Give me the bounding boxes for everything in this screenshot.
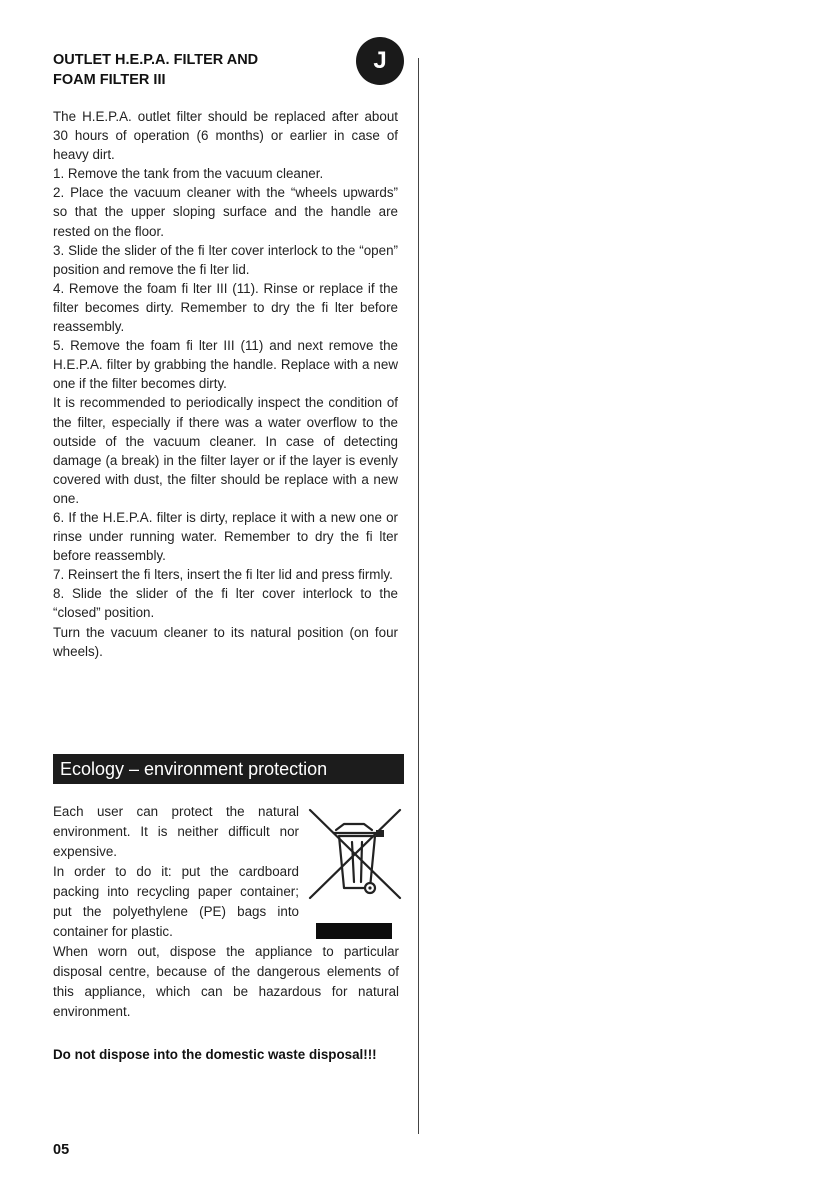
step-5: 5. Remove the foam fi lter III (11) and next remove the H.E.P.A. filter by grabbing the handle. Replace with a new one if the filter becomes dirty. [53,338,398,392]
section-title-line-2: FOAM FILTER III [53,72,166,88]
final-paragraph: Turn the vacuum cleaner to its natural position (on four wheels). [53,624,398,659]
ecology-paragraph-2: In order to do it: put the cardboard packing into recycling paper container; put the polyethylene (PE) bags into container for plastic. [53,864,299,939]
disposal-warning: Do not dispose into the domestic waste disposal!!! [53,1047,377,1062]
step-8: 8. Slide the slider of the fi lter cover interlock to the “closed” position. [53,586,398,621]
intro-paragraph: The H.E.P.A. outlet filter should be replaced after about 30 hours of operation (6 months) or earlier in case of heavy dirt. [53,109,398,163]
column-divider [418,58,419,1134]
page-number: 05 [53,1142,70,1158]
ecology-heading: Ecology – environment protection [53,754,404,784]
section-title-line-1: OUTLET H.E.P.A. FILTER AND [53,52,259,68]
step-1: 1. Remove the tank from the vacuum cleaner. [53,166,324,182]
crossed-out-wheelie-bin-icon [306,806,404,902]
step-2: 2. Place the vacuum cleaner with the “wheels upwards” so that the upper sloping surface and the handle are rested on the floor. [53,185,398,239]
step-7: 7. Reinsert the fi lters, insert the fi lter lid and press firmly. [53,567,393,583]
inspection-paragraph: It is recommended to periodically inspect the condition of the filter, especially if there was a water overflow to the outside of the vacuum cleaner. In case of detecting damage (a break) in the filter layer or if the layer is evenly covered with dust, the filter should be replace with a new one. [53,395,398,506]
separate-collection-bar [316,923,392,939]
ecology-paragraph-1: Each user can protect the natural environment. It is neither difficult nor expensive. [53,804,299,859]
step-4: 4. Remove the foam fi lter III (11). Rinse or replace if the filter becomes dirty. Remember to dry the fi lter before reassembly. [53,280,398,335]
instructions-body [53,107,398,661]
step-3: 3. Slide the slider of the fi lter cover interlock to the “open” position and remove the fi lter lid. [53,242,398,277]
ecology-paragraph-3: When worn out, dispose the appliance to particular disposal centre, because of the dangerous elements of this appliance, which can be hazardous for natural environment. [53,944,399,1019]
section-title [53,50,353,90]
section-letter-badge: J [356,37,404,85]
step-6: 6. If the H.E.P.A. filter is dirty, replace it with a new one or rinse under running water. Remember to dry the fi lter before reassembly. [53,509,398,564]
